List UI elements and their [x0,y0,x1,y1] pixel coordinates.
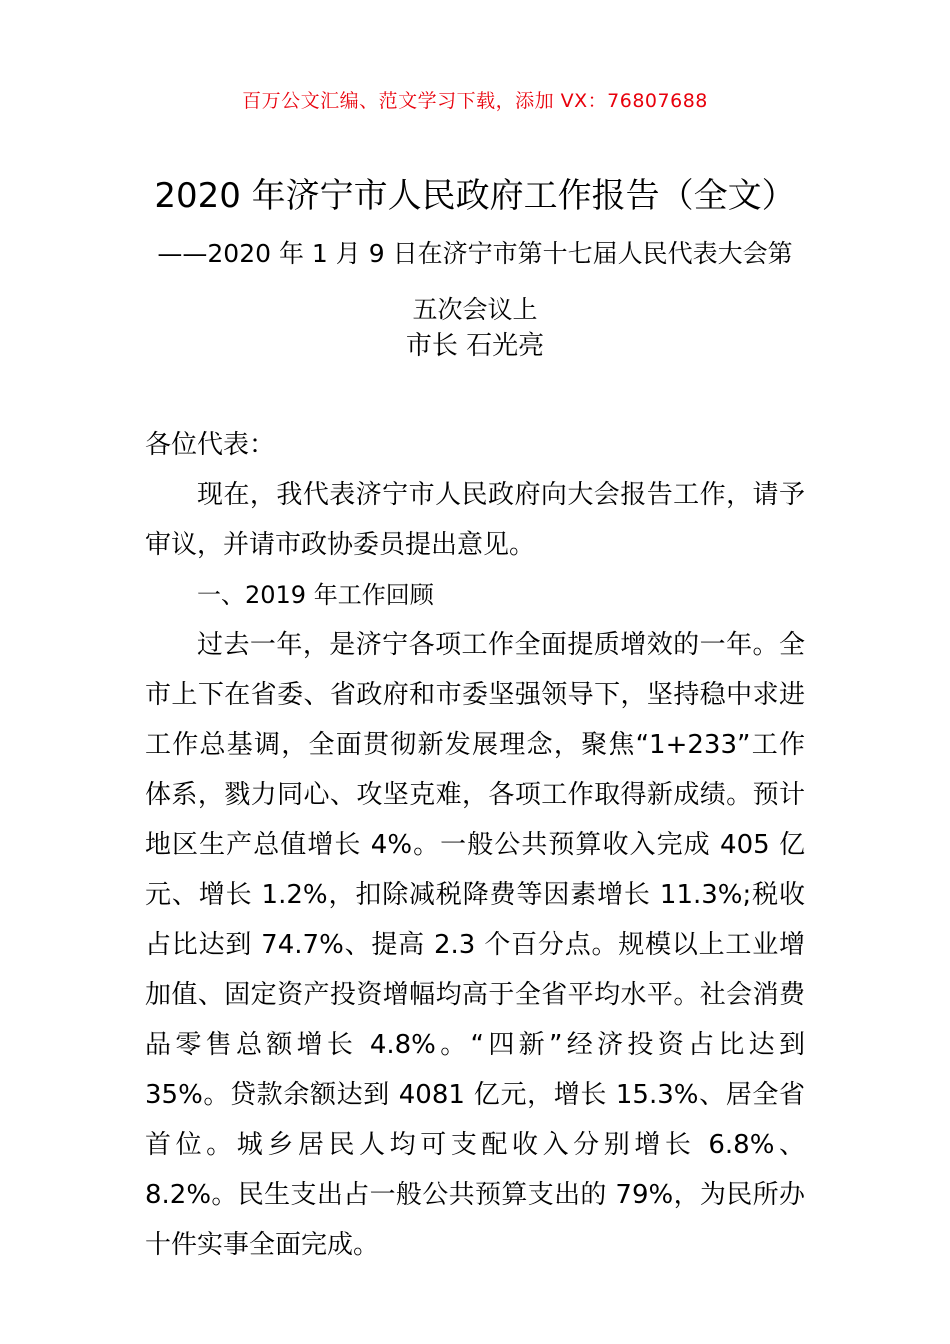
section-heading: 一、2019 年工作回顾 [197,581,434,609]
paragraph-intro: 现在，我代表济宁市人民政府向大会报告工作，请予审议，并请市政协委员提出意见。 [145,480,805,560]
document-body [145,420,805,1270]
document-subtitle: ——2020 年 1 月 9 日在济宁市第十七届人民代表大会第五次会议上 [157,239,793,324]
document-title: 2020 年济宁市人民政府工作报告（全文） [154,176,796,216]
watermark-header: 百万公文汇编、范文学习下载，添加 VX：76807688 [242,90,708,112]
paragraph-review: 过去一年，是济宁各项工作全面提质增效的一年。全市上下在省委、省政府和市委坚强领导下，坚持稳中求进工作总基调，全面贯彻新发展理念，聚焦“1+233”工作体系，戮力同心、攻坚克难，各项工作取得新成绩。预计地区生产总值增长 4%。一般公共预算收入完成 405 亿元、增长 1.2%，扣除减税降费等因素增长 11.3%;税收占比达到 74.7%、提高 2.3 个百分点。规模以上工业增加值、固定资产投资增幅均高于全省平均水平。社会消费品零售总额增长 4.8%。“四新”经济投资占比达到 35%。贷款余额达到 4081 亿元，增长 15.3%、居全省首位。城乡居民人均可支配收入分别增长 6.8%、8.2%。民生支出占一般公共预算支出的 79%，为民所办十件实事全面完成。 [145,630,805,1260]
salutation: 各位代表： [145,430,276,460]
document-author: 市长 石光亮 [405,331,545,361]
